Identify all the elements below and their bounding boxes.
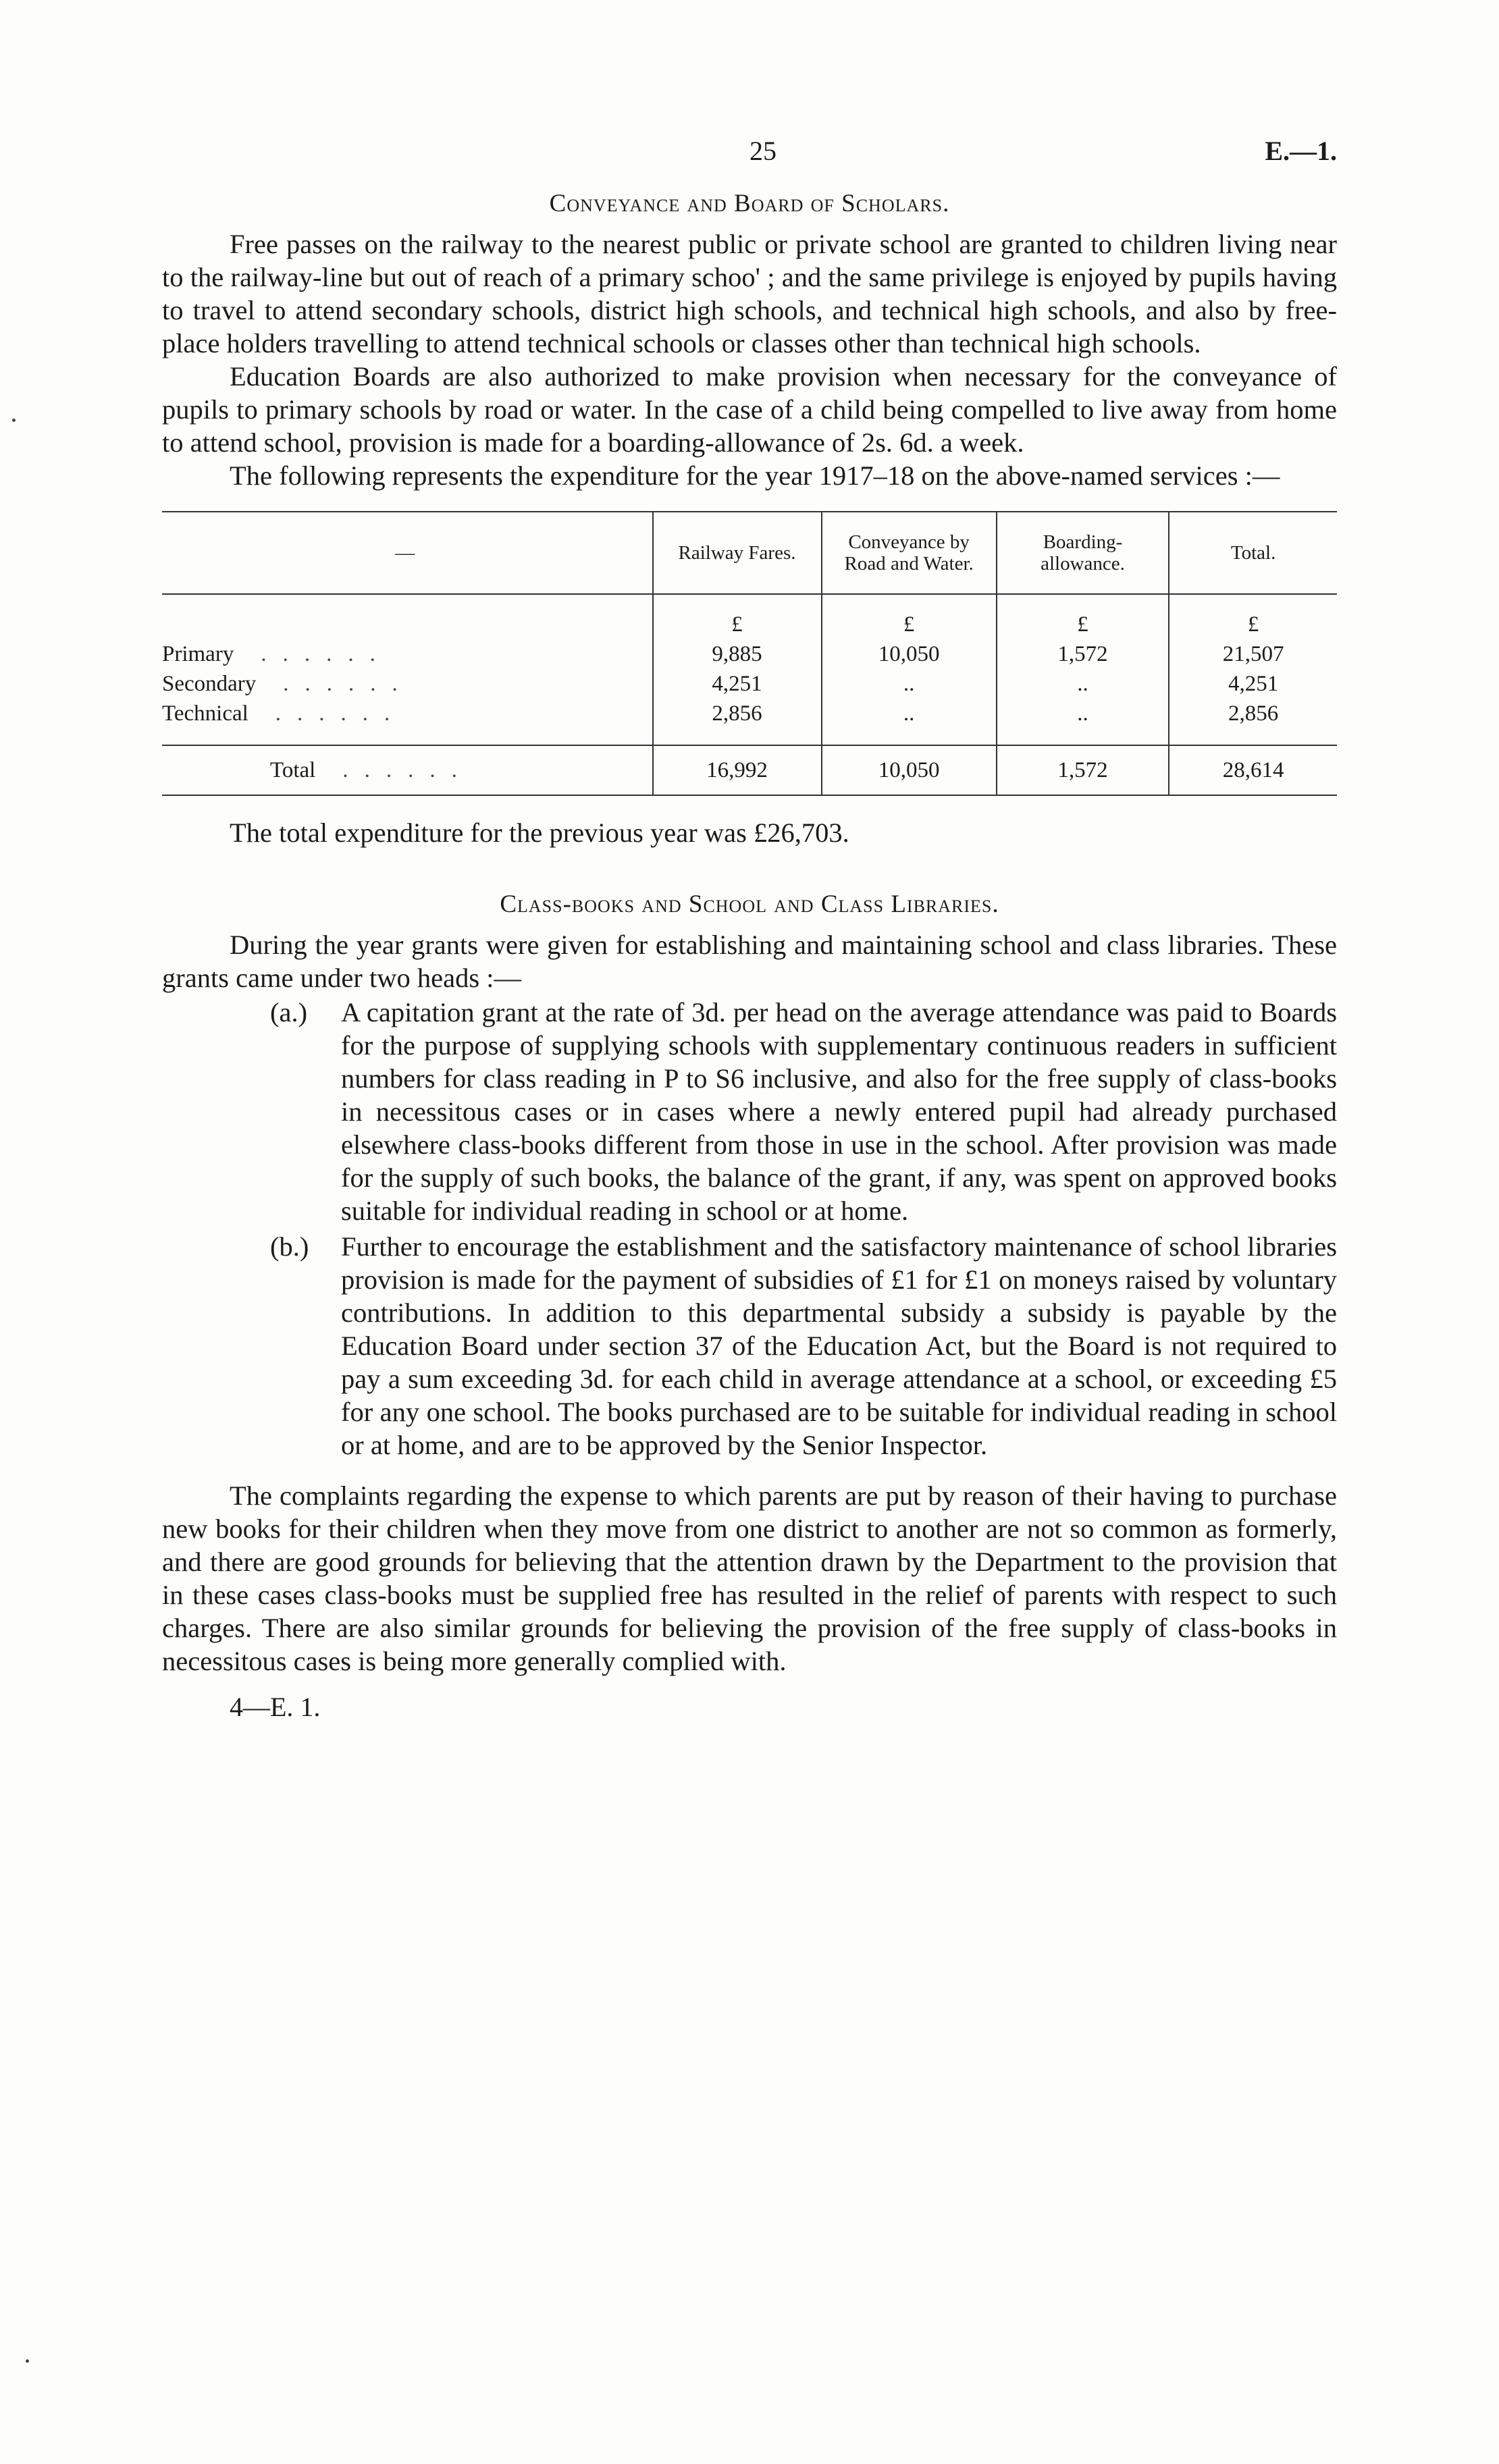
- table-total-row: [162, 745, 1337, 795]
- previous-year-total: The total expenditure for the previous year was £26,703.: [230, 818, 849, 848]
- unit-row: [162, 594, 1337, 639]
- table-cell: 2,856: [653, 699, 822, 745]
- unit-cell: £: [997, 594, 1169, 639]
- page-number: 25: [750, 136, 777, 166]
- column-header: Total.: [1169, 512, 1337, 594]
- table-cell: 9,885: [653, 639, 822, 669]
- paragraph: The following represents the expenditure for the year 1917–18 on the above-named services :—: [230, 460, 1280, 491]
- paragraph: The complaints regarding the expense to which parents are put by reason of their having to purchase new books for their children when they move from one district to another are not so common as formerly, and there are good grounds for believing that the attention drawn by the Department to the provision that in these cases class-books must be supplied free has resulted in the relief of parents with respect to such charges. There are also similar grounds for believing the provision of the free supply of class-books in necessitous cases is being more generally complied with.: [162, 1480, 1337, 1676]
- leader-dots: ......: [283, 672, 414, 696]
- table-cell: 1,572: [997, 745, 1169, 795]
- list-marker: (b.): [270, 1231, 309, 1262]
- table-cell: 21,507: [1169, 639, 1337, 669]
- row-label: Primary: [162, 642, 234, 666]
- list-marker: (a.): [270, 997, 308, 1027]
- section-title-class-books: Class-books and School and Class Libraries.: [500, 890, 999, 918]
- table-cell: 10,050: [822, 745, 997, 795]
- list-item-text: Further to encourage the establishment and the satisfactory maintenance of school libraries provision is made for the payment of subsidies of £1 for £1 on moneys raised by voluntary contributions. In addition to this departmental subsidy a subsidy is payable by the Education Board under section 37 of the Education Act, but the Board is not required to pay a sum exceeding 3d. for each child in average attendance at a school, or exceeding £5 for any one school. The books purchased are to be suitable for individual reading in school or at home, and are to be approved by the Senior Inspector.: [341, 1231, 1337, 1460]
- table-cell: ..: [997, 699, 1169, 745]
- document-reference: E.—1.: [1265, 136, 1337, 166]
- row-label: Secondary: [162, 672, 257, 696]
- list-item: [270, 996, 1337, 1227]
- column-header: Conveyance by Road and Water.: [822, 512, 997, 594]
- table-cell: 4,251: [653, 669, 822, 699]
- unit-cell: £: [653, 594, 822, 639]
- paragraph: Free passes on the railway to the nearest public or private school are granted to children living near to the railway-line but out of reach of a primary schoo' ; and the same privilege is enjoyed by pupils having to travel to attend secondary schools, district high schools, and technical high schools, and also by free-place holders travelling to attend technical schools or classes other than technical high schools.: [162, 229, 1337, 358]
- unit-cell: £: [822, 594, 997, 639]
- table-cell: ..: [822, 669, 997, 699]
- table-cell: 16,992: [653, 745, 822, 795]
- table-cell: ..: [822, 699, 997, 745]
- table-row: [162, 669, 1337, 699]
- grant-heads-list: [162, 996, 1337, 1462]
- table-row: [162, 639, 1337, 669]
- table-cell: 10,050: [822, 639, 997, 669]
- row-label: Technical: [162, 701, 248, 726]
- list-item: [270, 1230, 1337, 1462]
- unit-cell: £: [1169, 594, 1337, 639]
- table-header-row: [162, 512, 1337, 594]
- leader-dots: ......: [261, 642, 392, 666]
- column-header: Boarding-allowance.: [997, 512, 1169, 594]
- column-header: Railway Fares.: [653, 512, 822, 594]
- column-header: —: [162, 512, 653, 594]
- signature-reference: 4—E. 1.: [230, 1692, 321, 1722]
- table-cell: ..: [997, 669, 1169, 699]
- leader-dots: ......: [275, 701, 406, 726]
- paragraph: During the year grants were given for establishing and maintaining school and class libraries. These grants came under two heads :—: [162, 930, 1337, 993]
- list-item-text: A capitation grant at the rate of 3d. per head on the average attendance was paid to Boards for the purpose of supplying schools with supplementary continuous readers in sufficient numbers for class reading in P to S6 inclusive, and also for the free supply of class-books in necessitous cases or in cases where a newly entered pupil had already purchased elsewhere class-books different from those in use in the school. After provision was made for the supply of such books, the balance of the grant, if any, was spent on approved books suitable for individual reading in school or at home.: [341, 997, 1337, 1226]
- document-page: [162, 135, 1337, 1723]
- paragraph: Education Boards are also authorized to make provision when necessary for the conveyance of pupils to primary schools by road or water. In the case of a child being compelled to live away from home to attend school, provision is made for a boarding-allowance of 2s. 6d. a week.: [162, 361, 1337, 458]
- scan-speck: [26, 2359, 29, 2363]
- table-cell: 2,856: [1169, 699, 1337, 745]
- table-cell: 28,614: [1169, 745, 1337, 795]
- table-cell: 4,251: [1169, 669, 1337, 699]
- table-row: [162, 699, 1337, 745]
- expenditure-table: [162, 511, 1337, 796]
- scan-speck: [12, 419, 16, 422]
- page-header: [162, 135, 1337, 182]
- section-title-conveyance: Conveyance and Board of Scholars.: [549, 190, 950, 217]
- leader-dots: ......: [342, 758, 473, 782]
- table-cell: 1,572: [997, 639, 1169, 669]
- total-label: Total: [270, 758, 316, 782]
